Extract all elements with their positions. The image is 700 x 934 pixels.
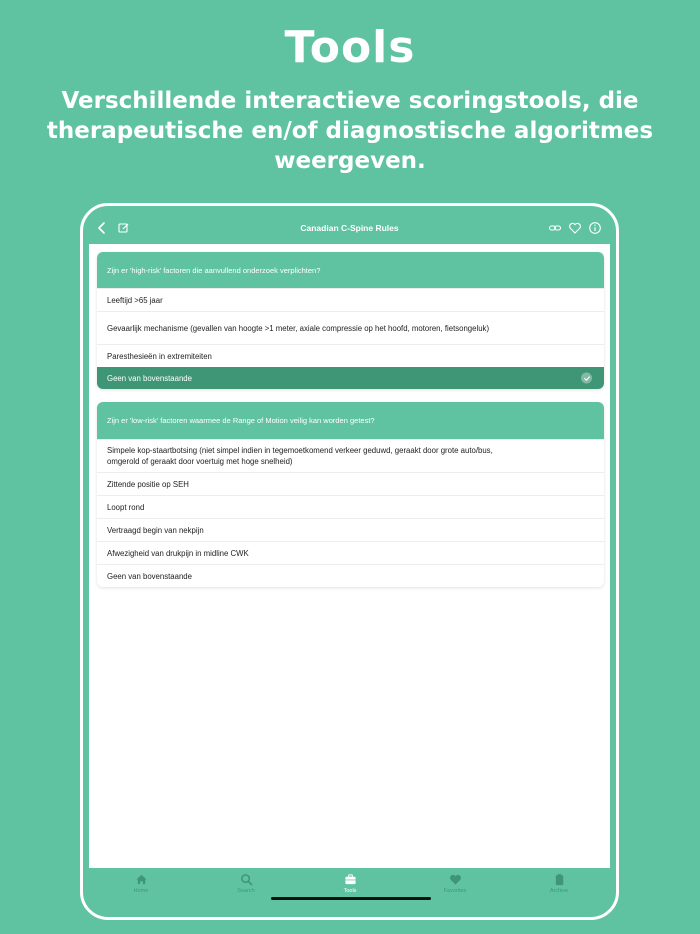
tab-label: Tools xyxy=(343,888,357,894)
option-item[interactable] xyxy=(97,564,604,587)
heart-icon[interactable] xyxy=(568,221,582,235)
option-label: Geen van bovenstaande xyxy=(107,571,192,581)
option-item[interactable] xyxy=(97,495,604,518)
tab-label: Favorites xyxy=(443,888,467,894)
tab-label: Archive xyxy=(549,888,569,894)
question-card-low-risk xyxy=(97,402,604,587)
link-icon[interactable] xyxy=(548,221,562,235)
option-item[interactable] xyxy=(97,288,604,311)
promo-title: Tools xyxy=(284,22,416,73)
search-icon xyxy=(240,873,253,886)
question-header: Zijn er 'high-risk' factoren die aanvullend onderzoek verplichten? xyxy=(97,252,604,288)
option-item[interactable] xyxy=(97,472,604,495)
option-label: Paresthesieën in extremiteiten xyxy=(107,351,212,361)
info-icon[interactable] xyxy=(588,221,602,235)
question-card-high-risk xyxy=(97,252,604,389)
option-item[interactable] xyxy=(97,344,604,367)
home-icon xyxy=(135,873,148,886)
app-screen xyxy=(89,214,610,914)
tab-tools[interactable] xyxy=(320,873,380,894)
option-item[interactable] xyxy=(97,541,604,564)
tab-favorites[interactable] xyxy=(425,873,485,894)
option-label: Gevaarlijk mechanisme (gevallen van hoogte >1 meter, axiale compressie op het hoofd, motoren, fietsongeluk) xyxy=(107,323,490,333)
option-label: Loopt rond xyxy=(107,502,145,512)
heart-icon xyxy=(449,873,462,886)
tab-archive[interactable] xyxy=(529,873,589,894)
question-header: Zijn er 'low-risk' factoren waarmee de Range of Motion veilig kan worden getest? xyxy=(97,402,604,439)
page-title: Canadian C-Spine Rules xyxy=(300,223,399,233)
option-label: Geen van bovenstaande xyxy=(107,373,192,383)
tablet-frame xyxy=(80,203,619,920)
checkmark-icon xyxy=(581,373,592,384)
option-label: Zittende positie op SEH xyxy=(107,479,189,489)
option-item[interactable] xyxy=(97,311,604,344)
home-indicator xyxy=(271,897,431,900)
clipboard-icon xyxy=(553,873,566,886)
option-label: Vertraagd begin van nekpijn xyxy=(107,525,204,535)
tab-label: Home xyxy=(133,888,149,894)
tab-search[interactable] xyxy=(216,873,276,894)
toolbox-icon xyxy=(344,873,357,886)
tab-home[interactable] xyxy=(111,873,171,894)
option-label: Afwezigheid van drukpijn in midline CWK xyxy=(107,548,249,558)
option-label: Leeftijd >65 jaar xyxy=(107,295,163,305)
navigation-bar xyxy=(89,214,610,244)
promo-subtitle: Verschillende interactieve scoringstools, die therapeutische en/of diagnostische algoritmes weergeven. xyxy=(46,88,654,174)
tab-bar xyxy=(89,868,610,914)
option-item[interactable] xyxy=(97,518,604,541)
option-item-selected[interactable] xyxy=(97,367,604,389)
option-label: Simpele kop-staartbotsing (niet simpel indien in tegemoetkomend verkeer geduwd, geraakt door grote auto/bus, omgerold of geraakt door voertuig met hoge snelheid) xyxy=(107,446,493,466)
tab-label: Search xyxy=(237,888,255,894)
content-area xyxy=(89,244,610,868)
option-item[interactable] xyxy=(97,439,604,472)
